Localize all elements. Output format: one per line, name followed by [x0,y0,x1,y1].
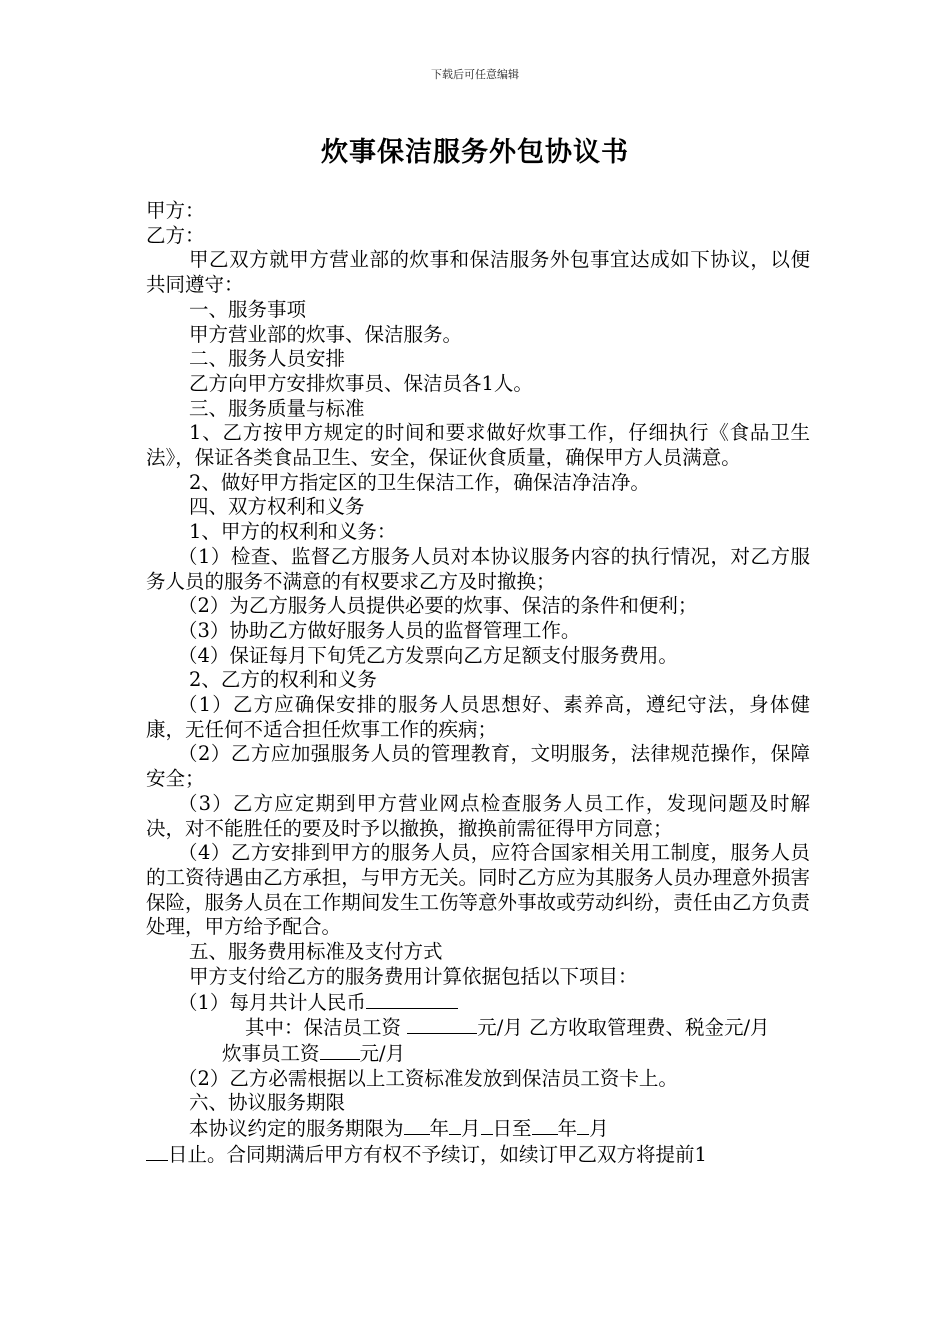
cook-wage-unit: 元/月 [359,1041,406,1065]
section-2-heading: 二、服务人员安排 [189,347,346,371]
section-3-item-2: 2、做好甲方指定区的卫生保洁工作，确保洁净洁净。 [189,470,650,494]
section-5-wage-line [146,1015,810,1041]
section-4-1-item-4: （4）保证每月下旬凭乙方发票向乙方足额支付服务费用。 [178,643,678,667]
day-to-label: 日至 [492,1117,532,1141]
section-5-cook-line [146,1041,810,1067]
section-4-2-item-2: （2）乙方应加强服务人员的管理教育，文明服务，法律规范操作，保障安全； [146,742,810,791]
section-6-text [146,1116,810,1167]
monthly-total-label: （1）每月共计人民币 [178,990,366,1014]
cook-wage-label: 炊事员工资 [222,1041,320,1065]
monthly-total-blank [366,990,458,1009]
section-4-heading: 四、双方权利和义务 [189,495,365,519]
start-day-blank [481,1116,493,1135]
party-a-label: 甲方： [146,199,205,222]
section-4-2-item-4: （4）乙方安排到甲方的服务人员，应符合国家相关用工制度，服务人员的工资待遇由乙方承担，与甲方无关。同时乙方应为其服务人员办理意外损害保险，服务人员在工作期间发生工伤等意外事故或劳动纠纷，责任由乙方负责处理，甲方给予配合。 [146,841,810,939]
section-4-1-item-3: （3）协助乙方做好服务人员的监督管理工作。 [178,618,581,642]
section-5-item-1 [146,990,810,1016]
section-4-2-item-3: （3）乙方应定期到甲方营业网点检查服务人员工作，发现问题及时解决，对不能胜任的要及时予以撤换，撤换前需征得甲方同意； [146,791,810,840]
section-4-sub-2: 2、乙方的权利和义务 [189,668,377,692]
end-month-blank [577,1116,589,1135]
cook-wage-blank [320,1041,360,1060]
end-year-blank [532,1116,558,1135]
year-label-2: 年 [557,1117,578,1141]
start-year-blank [404,1116,430,1135]
section-5-item-2: （2）乙方必需根据以上工资标准发放到保洁员工资卡上。 [178,1066,678,1090]
intro-paragraph: 甲乙双方就甲方营业部的炊事和保洁服务外包事宜达成如下协议，以便共同遵守： [146,248,810,297]
section-4-1-item-1: （1）检查、监督乙方服务人员对本协议服务内容的执行情况，对乙方服务人员的服务不满意的有权要求乙方及时撤换； [146,544,810,593]
end-day-blank [146,1142,168,1161]
section-4-1-item-2: （2）为乙方服务人员提供必要的炊事、保洁的条件和便利； [178,594,698,618]
section-3-heading: 三、服务质量与标准 [189,396,365,420]
year-label: 年 [429,1117,450,1141]
section-5-text: 甲方支付给乙方的服务费用计算依据包括以下项目： [189,964,638,988]
start-month-blank [449,1116,461,1135]
cleaner-wage-blank [407,1015,477,1034]
cleaner-wage-rest: 元/月 乙方收取管理费、税金元/月 [477,1016,770,1040]
cleaner-wage-label: 其中：保洁员工资 [245,1016,408,1040]
section-4-sub-1: 1、甲方的权利和义务： [189,520,397,544]
section-4-2-item-1: （1）乙方应确保安排的服务人员思想好、素养高，遵纪守法，身体健康，无任何不适合担任炊事工作的疾病； [146,693,810,741]
document-body [146,199,810,1167]
section-6-heading: 六、协议服务期限 [189,1091,346,1115]
document-title: 炊事保洁服务外包协议书 [321,137,629,168]
term-end-text: 日止。合同期满后甲方有权不予续订，如续订甲乙双方将提前1 [168,1142,707,1166]
month-label-2: 月 [589,1117,609,1141]
party-b-label: 乙方： [146,223,205,247]
section-5-heading: 五、服务费用标准及支付方式 [189,940,443,964]
term-label: 本协议约定的服务期限为 [189,1117,404,1141]
section-1-text: 甲方营业部的炊事、保洁服务。 [189,322,463,346]
section-2-text: 乙方向甲方安排炊事员、保洁员各1人。 [189,371,533,395]
month-label: 月 [461,1117,481,1141]
page-header-note: 下载后可任意编辑 [431,68,519,81]
section-1-heading: 一、服务事项 [189,297,307,321]
section-3-item-1: 1、乙方按甲方规定的时间和要求做好炊事工作，仔细执行《食品卫生法》，保证各类食品卫生、安全，保证伙食质量，确保甲方人员满意。 [146,421,810,470]
